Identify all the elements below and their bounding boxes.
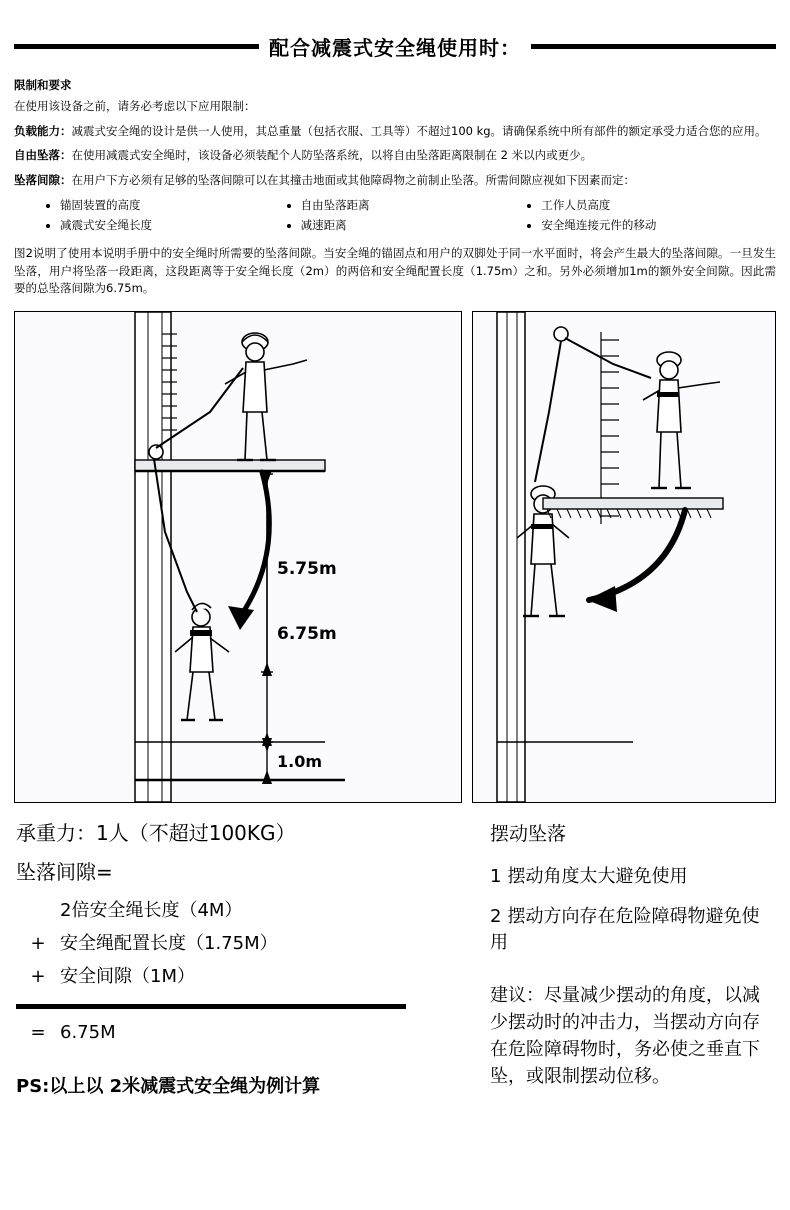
figure-left-illustration (15, 312, 462, 802)
header-rule-left (14, 44, 259, 49)
page-header (0, 0, 790, 71)
swing-rule-2-num: 2 (490, 906, 502, 928)
figure-explanation-note: 图2说明了使用本说明手册中的安全绳时所需要的坠落间隙。当安全绳的锚固点和用户的双脚处于同一水平面时，将会产生最大的坠落间隙。一旦发生坠落，用户将坠落一段距离，这段距离等于安全绳长度（2m）的两倍和安全绳配置长度（1.75m）之和。另外必须增加1m的额外安全间隙。因此需要的总坠落间隙为6.75m。 (14, 245, 776, 296)
page-title: 配合减震式安全绳使用时： (269, 36, 521, 60)
list-item: • 减速距离 (301, 217, 526, 235)
label-safety-margin: 1.0m (277, 752, 323, 772)
limit-text-capacity: 减震式安全绳的设计是供一人使用，其总重量（包括衣服、工具等）不超过100 kg。请确保系统中所有部件的额定承受力适合您的应用。 (71, 123, 767, 138)
factors-column-2 (285, 197, 526, 237)
calc-text-2: 安全绳配置长度（1.75M） (60, 933, 278, 955)
swing-rule-1 (490, 864, 776, 890)
calc-row-1 (16, 897, 476, 924)
swing-fall-block (476, 813, 776, 1098)
calc-divider (16, 1004, 406, 1009)
limit-text-freefall: 在使用减震式安全绳时，该设备必须装配个人防坠落系统，以将自由坠落距离限制在 2 米以内或更少。 (71, 148, 593, 163)
ps-note (16, 1072, 476, 1098)
calc-op-1 (16, 897, 60, 924)
swing-fall-title: 摆动坠落 (490, 823, 567, 846)
limit-label-freefall: 自由坠落： (14, 148, 72, 163)
limit-item-capacity (14, 123, 776, 141)
calc-op-3: + (30, 966, 46, 988)
list-item: • 工作人员高度 (541, 197, 766, 215)
calc-result-op: = (30, 1022, 46, 1044)
clearance-factors-list (14, 197, 776, 237)
calc-text-1: 2倍安全绳长度（4M） (60, 900, 243, 922)
limit-label-capacity: 负载能力： (14, 123, 72, 138)
list-item: • 安全绳连接元件的移动 (541, 217, 766, 235)
calc-result-row (16, 1019, 476, 1046)
section-title: 限制和要求 (14, 78, 72, 92)
label-total-clearance: 6.75m (277, 624, 337, 645)
intro-text-block (0, 71, 790, 298)
capacity-caption: 承重力：1人（不超过100KG） (16, 821, 296, 846)
factors-column-3 (525, 197, 766, 237)
limit-item-freefall (14, 147, 776, 165)
calc-row-2 (16, 930, 476, 957)
ps-text: 以上以 2米减震式安全绳为例计算 (49, 1076, 321, 1098)
factors-column-1 (44, 197, 285, 237)
calc-row-3 (16, 963, 476, 990)
calc-result-value: 6.75M (60, 1022, 116, 1044)
swing-rule-2-text: 摆动方向存在危险障碍物避免使用 (490, 906, 760, 954)
calculation-block (16, 813, 476, 1098)
header-rule-right (531, 44, 776, 49)
limit-text-clearance: 在用户下方必须有足够的坠落间隙可以在其撞击地面或其他障碍物之前制止坠落。所需间隙应视如下因素而定： (71, 173, 635, 188)
lower-content (0, 803, 790, 1098)
limit-item-clearance (14, 172, 776, 190)
clearance-title: 坠落间隙= (16, 860, 113, 885)
figure-fall-clearance (14, 311, 462, 803)
lead-in-text: 在使用该设备之前，请务必考虑以下应用限制： (14, 98, 256, 113)
list-item: • 自由坠落距离 (301, 197, 526, 215)
swing-rule-2 (490, 904, 776, 956)
calc-op-2: + (30, 933, 46, 955)
calc-text-3: 安全间隙（1M） (60, 966, 195, 988)
ps-label: PS: (16, 1076, 50, 1098)
figure-right-illustration (473, 312, 776, 802)
swing-rule-1-text: 摆动角度太大避免使用 (507, 866, 688, 888)
list-item: • 锚固装置的高度 (60, 197, 285, 215)
list-item: • 减震式安全绳长度 (60, 217, 285, 235)
label-fall-distance: 5.75m (277, 559, 337, 580)
figure-swing-fall (472, 311, 776, 803)
swing-advice: 建议：尽量减少摆动的角度，以减少摆动时的冲击力，当摆动方向存在危险障碍物时，务必使之垂直下坠，或限制摆动位移。 (490, 985, 760, 1088)
figures-row (0, 305, 790, 803)
limit-label-clearance: 坠落间隙： (14, 173, 72, 188)
swing-rule-1-num: 1 (490, 866, 502, 888)
